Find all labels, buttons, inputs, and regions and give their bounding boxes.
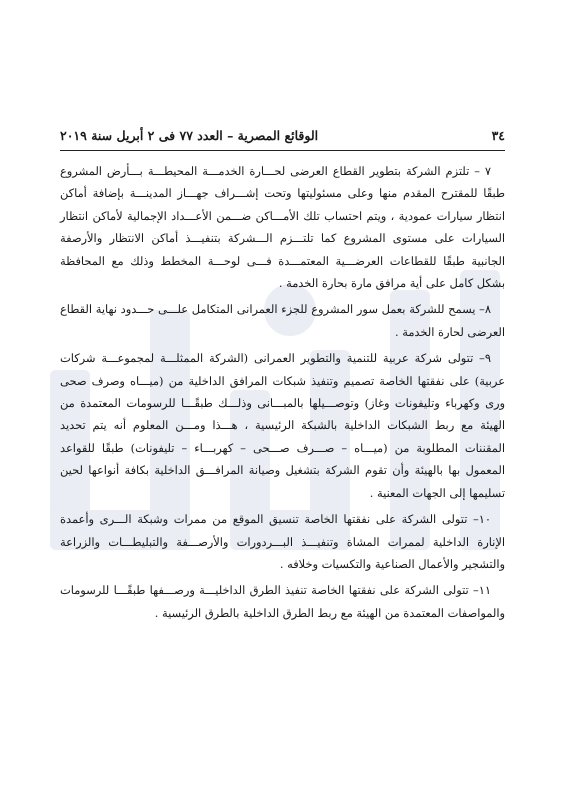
paragraph-clause-8: ٨– يسمح للشركة بعمل سور المشروع للجزء العمرانى المتكامل علـــى حـــدود نهاية القطاع العرضى لحارة الخدمة .	[60, 302, 505, 339]
running-title: الوقائع المصرية – العدد ٧٧ فى ٢ أبريل سنة ٢٠١٩	[60, 128, 319, 143]
paragraph-clause-10: ١٠– تتولى الشركة على نفقتها الخاصة تنسيق الموقع من ممرات وشبكة الـــرى وأعمدة الإنارة الداخلية لممرات المشاة وتنفيـــذ البـــردورات والأرصـــفة والتبليطـــات والزراعة والتشجير والأعمال الصناعية والتكسيات وخلافه .	[60, 512, 505, 571]
page-number: ٣٤	[491, 128, 505, 143]
document-body	[60, 160, 505, 628]
paragraph-clause-7: ٧ – تلتزم الشركة بتطوير القطاع العرضى لحـــارة الخدمـــة المحيطـــة بـــأرض المشروع طبقًا للمقترح المقدم منها وعلى مسئوليتها وتحت إشـــراف جهـــاز المدينـــة بإضافة أماكن انتظار سيارات عمودية ، ويتم احتساب تلك الأمـــاكن ضـــمن الأعـــداد الإجمالية لأماكن انتظار السيارات على مستوى المشروع كما تلتـــزم الـــشركة بتنفيـــذ أماكن الانتظار والأرصفة الجانبية طبقًا للقطاعات العرضـــية المعتمـــدة فـــى لوحـــة المخطط وذلك مع المحافظة بشكل كامل على أية مرافق مارة بحارة الخدمة .	[60, 164, 505, 291]
paragraph-clause-11: ١١– تتولى الشركة على نفقتها الخاصة تنفيذ الطرق الداخليـــة ورصـــفها طبقًـــا للرسومات والمواصفات المعتمدة من الهيئة مع ربط الطرق الداخلية بالطرق الرئيسية .	[60, 583, 505, 620]
header-divider	[60, 150, 505, 151]
paragraph-clause-9: ٩– تتولى شركة عربية للتنمية والتطوير العمرانى (الشركة الممثلـــة لمجموعـــة شركات عربية) على نفقتها الخاصة تصميم وتنفيذ شبكات المرافق الداخلية من (ميـــاه وصرف صحى ورى وكهرباء وتليفونات وغاز) وتوصـــيلها بالمبـــانى وذلـــك طبقًـــا للرسومات المعتمدة من الهيئة مع ربط الشبكات الداخلية بالشبكة الرئيسية ، هـــذا ومـــن المعلوم أنه يتم تحديد المقننات المطلوبة من (ميـــاه – صـــرف صـــحى – كهربـــاء – تليفونات) طبقًا للقواعد المعمول بها بالهيئة وأن تقوم الشركة بتشغيل وصيانة المرافـــق الداخلية بكافة أنواعها لحين تسليمها إلى الجهات المعنية .	[60, 351, 505, 500]
page-header	[60, 128, 505, 148]
